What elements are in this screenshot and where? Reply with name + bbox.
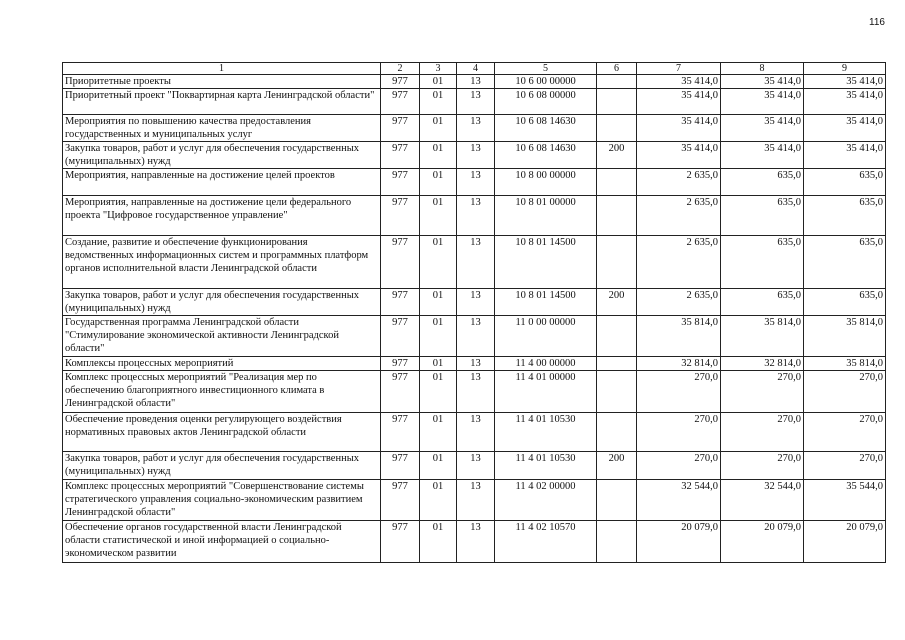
amount-7: 35 414,0	[637, 89, 721, 115]
row-name: Приоритетный проект "Поквартирная карта Ленинградской области"	[63, 89, 381, 115]
amount-7: 2 635,0	[637, 236, 721, 289]
amount-7: 2 635,0	[637, 169, 721, 196]
code-2: 977	[381, 236, 420, 289]
code-2: 977	[381, 452, 420, 480]
code-4: 13	[457, 316, 495, 357]
code-4: 13	[457, 413, 495, 452]
amount-7: 2 635,0	[637, 196, 721, 236]
column-header: 1	[63, 63, 381, 75]
amount-9: 35 414,0	[804, 115, 886, 142]
amount-8: 32 544,0	[721, 480, 804, 521]
row-name: Создание, развитие и обеспечение функционирования ведомственных информационных систем и программных платформ органов исполнительной власти Ленинградской области	[63, 236, 381, 289]
row-name: Мероприятия, направленные на достижение целей проектов	[63, 169, 381, 196]
table-row	[63, 480, 886, 521]
code-2: 977	[381, 89, 420, 115]
code-2: 977	[381, 521, 420, 563]
table-row	[63, 236, 886, 289]
amount-8: 35 414,0	[721, 115, 804, 142]
amount-9: 270,0	[804, 413, 886, 452]
code-5: 11 4 01 00000	[495, 371, 597, 413]
code-6: 200	[597, 452, 637, 480]
code-4: 13	[457, 357, 495, 371]
code-3: 01	[420, 480, 457, 521]
code-6	[597, 115, 637, 142]
code-5: 10 6 08 00000	[495, 89, 597, 115]
amount-8: 635,0	[721, 169, 804, 196]
code-5: 11 4 02 00000	[495, 480, 597, 521]
code-4: 13	[457, 236, 495, 289]
column-header: 3	[420, 63, 457, 75]
code-6	[597, 169, 637, 196]
code-4: 13	[457, 480, 495, 521]
code-5: 10 6 08 14630	[495, 142, 597, 169]
table-row	[63, 75, 886, 89]
amount-9: 35 544,0	[804, 480, 886, 521]
amount-7: 270,0	[637, 371, 721, 413]
code-3: 01	[420, 371, 457, 413]
amount-7: 2 635,0	[637, 289, 721, 316]
amount-9: 635,0	[804, 196, 886, 236]
table-row	[63, 89, 886, 115]
amount-8: 270,0	[721, 413, 804, 452]
amount-8: 635,0	[721, 289, 804, 316]
code-5: 11 4 00 00000	[495, 357, 597, 371]
code-5: 11 4 01 10530	[495, 452, 597, 480]
code-4: 13	[457, 452, 495, 480]
code-6	[597, 89, 637, 115]
code-2: 977	[381, 196, 420, 236]
row-name: Обеспечение проведения оценки регулирующего воздействия нормативных правовых актов Ленинградской области	[63, 413, 381, 452]
code-6	[597, 357, 637, 371]
code-2: 977	[381, 316, 420, 357]
amount-8: 635,0	[721, 196, 804, 236]
code-3: 01	[420, 452, 457, 480]
table-row	[63, 169, 886, 196]
code-6	[597, 371, 637, 413]
code-6	[597, 521, 637, 563]
amount-9: 35 414,0	[804, 75, 886, 89]
amount-7: 20 079,0	[637, 521, 721, 563]
code-5: 10 6 00 00000	[495, 75, 597, 89]
amount-9: 270,0	[804, 452, 886, 480]
code-4: 13	[457, 289, 495, 316]
table-row	[63, 413, 886, 452]
amount-8: 635,0	[721, 236, 804, 289]
code-4: 13	[457, 196, 495, 236]
code-3: 01	[420, 142, 457, 169]
table-row	[63, 316, 886, 357]
code-2: 977	[381, 371, 420, 413]
row-name: Мероприятия по повышению качества предоставления государственных и муниципальных услуг	[63, 115, 381, 142]
code-4: 13	[457, 75, 495, 89]
code-5: 11 4 02 10570	[495, 521, 597, 563]
code-3: 01	[420, 316, 457, 357]
code-6	[597, 75, 637, 89]
code-6	[597, 236, 637, 289]
code-6	[597, 480, 637, 521]
column-header: 7	[637, 63, 721, 75]
amount-7: 35 414,0	[637, 75, 721, 89]
amount-9: 635,0	[804, 169, 886, 196]
amount-7: 35 414,0	[637, 115, 721, 142]
code-4: 13	[457, 169, 495, 196]
code-4: 13	[457, 115, 495, 142]
code-4: 13	[457, 521, 495, 563]
code-4: 13	[457, 89, 495, 115]
code-3: 01	[420, 75, 457, 89]
amount-8: 270,0	[721, 371, 804, 413]
amount-7: 35 414,0	[637, 142, 721, 169]
row-name: Мероприятия, направленные на достижение цели федерального проекта "Цифровое государственное управление"	[63, 196, 381, 236]
table-row	[63, 196, 886, 236]
amount-9: 635,0	[804, 236, 886, 289]
amount-9: 35 814,0	[804, 316, 886, 357]
row-name: Комплекс процессных мероприятий "Совершенствование системы стратегического управления социально-экономическим развитием Ленинградской области"	[63, 480, 381, 521]
amount-8: 270,0	[721, 452, 804, 480]
amount-7: 270,0	[637, 413, 721, 452]
code-3: 01	[420, 169, 457, 196]
row-name: Закупка товаров, работ и услуг для обеспечения государственных (муниципальных) нужд	[63, 452, 381, 480]
code-5: 10 8 01 14500	[495, 289, 597, 316]
row-name: Государственная программа Ленинградской области "Стимулирование экономической активности Ленинградской области"	[63, 316, 381, 357]
column-header: 9	[804, 63, 886, 75]
amount-8: 32 814,0	[721, 357, 804, 371]
code-5: 10 8 00 00000	[495, 169, 597, 196]
code-4: 13	[457, 142, 495, 169]
code-3: 01	[420, 413, 457, 452]
code-2: 977	[381, 115, 420, 142]
row-name: Комплекс процессных мероприятий "Реализация мер по обеспечению благоприятного инвестиционного климата в Ленинградской области"	[63, 371, 381, 413]
code-5: 10 6 08 14630	[495, 115, 597, 142]
amount-8: 35 814,0	[721, 316, 804, 357]
table-row	[63, 115, 886, 142]
code-6	[597, 413, 637, 452]
column-header: 6	[597, 63, 637, 75]
amount-8: 35 414,0	[721, 142, 804, 169]
code-5: 11 4 01 10530	[495, 413, 597, 452]
row-name: Закупка товаров, работ и услуг для обеспечения государственных (муниципальных) нужд	[63, 289, 381, 316]
amount-9: 20 079,0	[804, 521, 886, 563]
code-2: 977	[381, 357, 420, 371]
code-3: 01	[420, 89, 457, 115]
row-name: Обеспечение органов государственной власти Ленинградской области статистической и иной информацией о социально-экономическом развитии	[63, 521, 381, 563]
code-3: 01	[420, 196, 457, 236]
code-6	[597, 316, 637, 357]
code-6: 200	[597, 289, 637, 316]
row-name: Приоритетные проекты	[63, 75, 381, 89]
amount-9: 270,0	[804, 371, 886, 413]
code-6	[597, 196, 637, 236]
table-row	[63, 452, 886, 480]
code-3: 01	[420, 236, 457, 289]
amount-9: 635,0	[804, 289, 886, 316]
column-header: 4	[457, 63, 495, 75]
code-2: 977	[381, 169, 420, 196]
amount-7: 32 544,0	[637, 480, 721, 521]
code-5: 11 0 00 00000	[495, 316, 597, 357]
code-2: 977	[381, 480, 420, 521]
code-2: 977	[381, 75, 420, 89]
amount-8: 35 414,0	[721, 89, 804, 115]
amount-9: 35 414,0	[804, 142, 886, 169]
table-row	[63, 142, 886, 169]
code-2: 977	[381, 142, 420, 169]
page-number: 116	[869, 17, 885, 28]
code-6: 200	[597, 142, 637, 169]
row-name: Закупка товаров, работ и услуг для обеспечения государственных (муниципальных) нужд	[63, 142, 381, 169]
code-3: 01	[420, 289, 457, 316]
header-row	[63, 63, 886, 75]
code-5: 10 8 01 00000	[495, 196, 597, 236]
row-name: Комплексы процессных мероприятий	[63, 357, 381, 371]
code-4: 13	[457, 371, 495, 413]
table-row	[63, 357, 886, 371]
code-3: 01	[420, 521, 457, 563]
table-row	[63, 371, 886, 413]
code-2: 977	[381, 413, 420, 452]
column-header: 8	[721, 63, 804, 75]
column-header: 5	[495, 63, 597, 75]
amount-9: 35 414,0	[804, 89, 886, 115]
table-row	[63, 521, 886, 563]
amount-7: 32 814,0	[637, 357, 721, 371]
budget-table	[62, 62, 886, 563]
code-3: 01	[420, 357, 457, 371]
amount-7: 35 814,0	[637, 316, 721, 357]
code-5: 10 8 01 14500	[495, 236, 597, 289]
amount-8: 35 414,0	[721, 75, 804, 89]
code-2: 977	[381, 289, 420, 316]
amount-8: 20 079,0	[721, 521, 804, 563]
table-row	[63, 289, 886, 316]
column-header: 2	[381, 63, 420, 75]
amount-9: 35 814,0	[804, 357, 886, 371]
code-3: 01	[420, 115, 457, 142]
amount-7: 270,0	[637, 452, 721, 480]
